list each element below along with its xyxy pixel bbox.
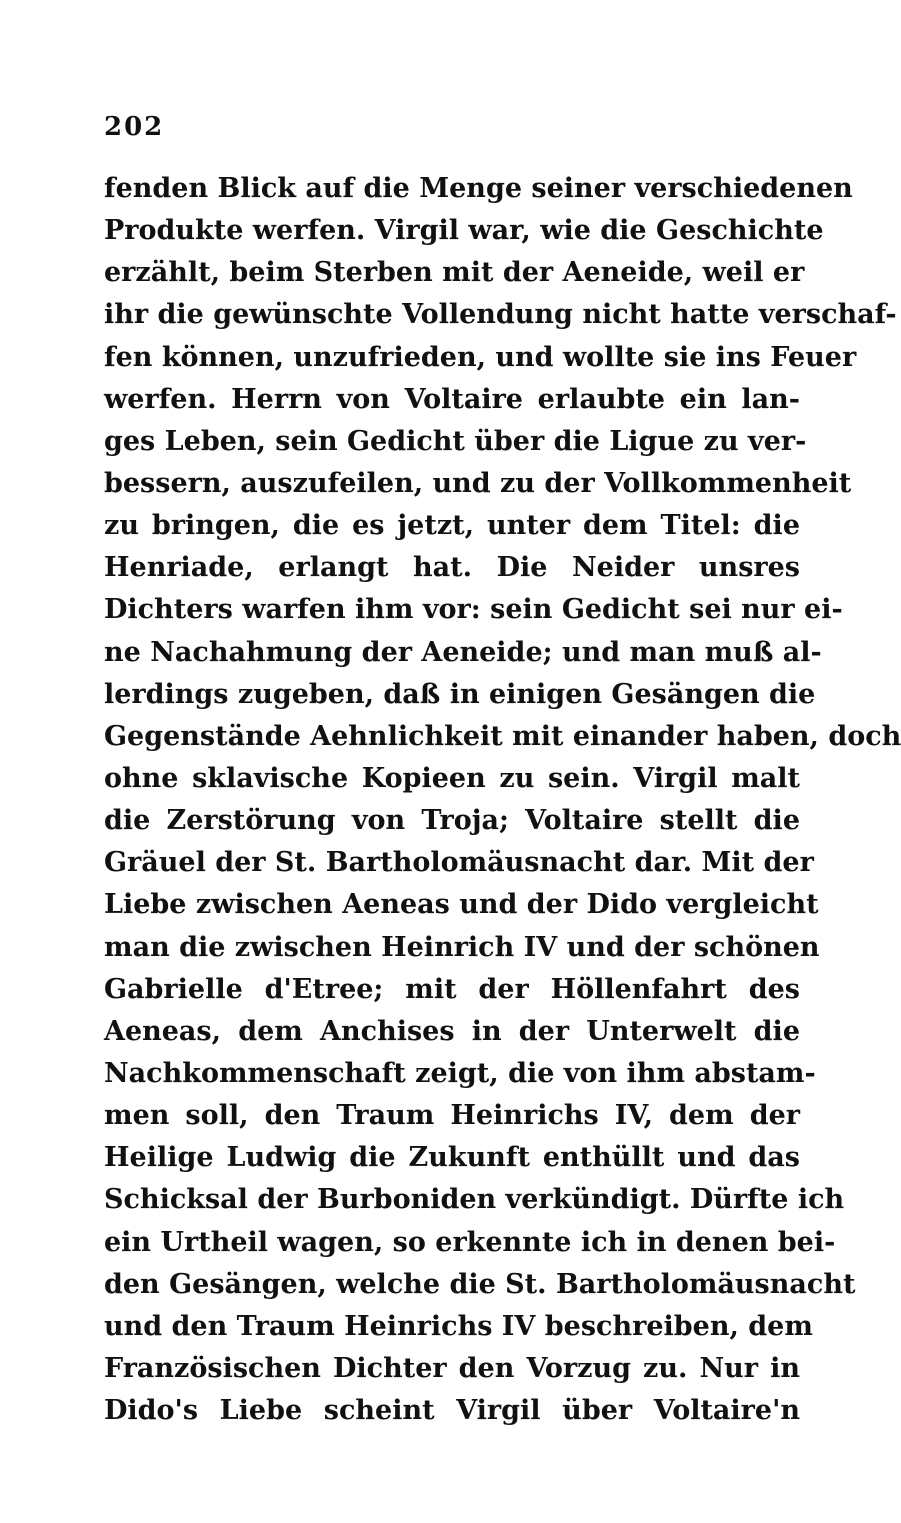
body-text	[104, 168, 901, 1432]
text-line: Dido's Liebe scheint Virgil über Voltaire'n	[104, 1395, 800, 1427]
text-line: man die zwischen Heinrich IV und der schönen	[104, 931, 820, 963]
text-line: werfen. Herrn von Voltaire erlaubte ein lan-	[104, 383, 800, 415]
text-line: den Gesängen, welche die St. Bartholomäusnacht	[104, 1268, 856, 1300]
text-line: lerdings zugeben, daß in einigen Gesängen die	[104, 678, 816, 710]
text-line: zu bringen, die es jetzt, unter dem Titel: die	[104, 510, 800, 542]
text-line: fen können, unzufrieden, und wollte sie ins Feuer	[104, 341, 857, 373]
text-line: erzählt, beim Sterben mit der Aeneide, weil er	[104, 257, 805, 289]
text-line: Gegenstände Aehnlichkeit mit einander haben, doch	[104, 720, 901, 752]
text-line: ges Leben, sein Gedicht über die Ligue zu ver-	[104, 425, 807, 457]
text-line: Liebe zwischen Aeneas und der Dido vergleicht	[104, 889, 819, 921]
text-line: Nachkommenschaft zeigt, die von ihm abstam-	[104, 1057, 816, 1089]
text-line: Französischen Dichter den Vorzug zu. Nur in	[104, 1352, 800, 1384]
text-line: Dichters warfen ihm vor: sein Gedicht sei nur ei-	[104, 594, 843, 626]
text-line: men soll, den Traum Heinrichs IV, dem der	[104, 1100, 800, 1132]
text-line: ein Urtheil wagen, so erkennte ich in denen bei-	[104, 1226, 836, 1258]
text-line: fenden Blick auf die Menge seiner verschiedenen	[104, 173, 853, 204]
text-line: Gabrielle d'Etree; mit der Höllenfahrt des	[104, 973, 800, 1005]
text-line: Schicksal der Burboniden verkündigt. Dürfte ich	[104, 1184, 845, 1216]
text-line: Heilige Ludwig die Zukunft enthüllt und das	[104, 1142, 800, 1174]
text-line: Aeneas, dem Anchises in der Unterwelt die	[104, 1015, 800, 1047]
text-line: die Zerstörung von Troja; Voltaire stellt die	[104, 805, 800, 837]
text-line: Gräuel der St. Bartholomäusnacht dar. Mit der	[104, 847, 814, 879]
page-number: 202	[104, 112, 165, 142]
text-line: Henriade, erlangt hat. Die Neider unsres	[104, 552, 800, 584]
text-line: bessern, auszufeilen, und zu der Vollkommenheit	[104, 467, 852, 499]
text-line: und den Traum Heinrichs IV beschreiben, dem	[104, 1310, 813, 1342]
text-line: ihr die gewünschte Vollendung nicht hatte verschaf-	[104, 299, 897, 331]
text-line: ohne sklavische Kopieen zu sein. Virgil malt	[104, 762, 800, 794]
text-line: ne Nachahmung der Aeneide; und man muß al-	[104, 636, 822, 668]
text-line: Produkte werfen. Virgil war, wie die Geschichte	[104, 215, 824, 247]
